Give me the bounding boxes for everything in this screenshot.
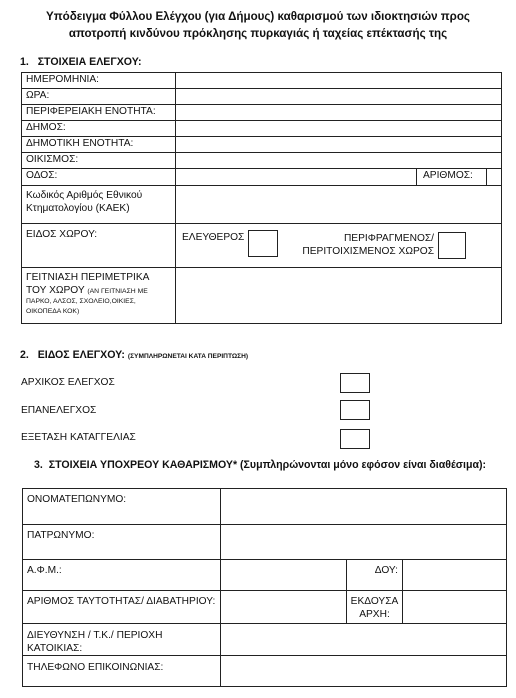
free-space-label: ΕΛΕΥΘΕΡΟΣ bbox=[182, 232, 245, 243]
section-2-note: (ΣΥΜΠΛΗΡΩΝΕΤΑΙ ΚΑΤΑ ΠΕΡΙΠΤΩΣΗ) bbox=[127, 353, 249, 360]
option-initial-check-label: ΑΡΧΙΚΟΣ ΕΛΕΓΧΟΣ bbox=[21, 377, 115, 388]
afm-label: Α.Φ.Μ.: bbox=[23, 560, 221, 591]
adjacency-label-line-1: ΓΕΙΤΝΙΑΣΗ ΠΕΡΙΜΕΤΡΙΚΑ bbox=[26, 272, 150, 283]
option-recheck-checkbox[interactable] bbox=[340, 400, 370, 420]
fenced-space-label-line-2: ΠΕΡΙΤΟΙΧΙΣΜΕΝΟΣ ΧΩΡΟΣ bbox=[302, 246, 434, 257]
inspection-details-table bbox=[21, 72, 502, 324]
fenced-space-label-line-1: ΠΕΡΙΦΡΑΓΜΕΝΟΣ/ bbox=[343, 233, 434, 244]
document-title bbox=[10, 8, 506, 42]
fenced-space-label bbox=[294, 232, 434, 258]
section-3-title: ΣΤΟΙΧΕΙΑ ΥΠΟΧΡΕΟΥ ΚΑΘΑΡΙΣΜΟΥ* (Συμπληρώνονται μόνο εφόσον είναι διαθέσιμα): bbox=[48, 459, 487, 471]
street-number-field[interactable] bbox=[487, 169, 502, 186]
adjacency-label bbox=[22, 268, 176, 324]
region-field[interactable] bbox=[176, 105, 502, 121]
municipal-unit-label: ΔΗΜΟΤΙΚΗ ΕΝΟΤΗΤΑ: bbox=[22, 137, 176, 153]
municipal-unit-field[interactable] bbox=[176, 137, 502, 153]
section-1-title: ΣΤΟΙΧΕΙΑ ΕΛΕΓΧΟΥ: bbox=[37, 56, 142, 68]
kaek-label bbox=[22, 186, 176, 224]
full-name-label: ΟΝΟΜΑΤΕΠΩΝΥΜΟ: bbox=[23, 489, 221, 525]
section-1-number: 1. bbox=[20, 56, 29, 68]
option-recheck-label: ΕΠΑΝΕΛΕΓΧΟΣ bbox=[21, 405, 97, 416]
afm-field[interactable] bbox=[221, 560, 347, 591]
section-2-title: ΕΙΔΟΣ ΕΛΕΓΧΟΥ: bbox=[37, 349, 125, 361]
doy-label: ΔΟΥ: bbox=[347, 560, 403, 591]
father-name-field[interactable] bbox=[221, 525, 507, 560]
issuing-authority-label bbox=[347, 591, 403, 624]
father-name-label: ΠΑΤΡΩΝΥΜΟ: bbox=[23, 525, 221, 560]
title-line-1: Υπόδειγμα Φύλλου Ελέγχου (για Δήμους) καθαρισμού των ιδιοκτησιών προς bbox=[46, 10, 470, 23]
municipality-label: ΔΗΜΟΣ: bbox=[22, 121, 176, 137]
time-field[interactable] bbox=[176, 89, 502, 105]
date-field[interactable] bbox=[176, 73, 502, 89]
section-2-number: 2. bbox=[20, 349, 29, 361]
address-label: ΔΙΕΥΘΥΝΣΗ / Τ.Κ./ ΠΕΡΙΟΧΗ ΚΑΤΟΙΚΙΑΣ: bbox=[23, 624, 221, 656]
region-label: ΠΕΡΙΦΕΡΕΙΑΚΗ ΕΝΟΤΗΤΑ: bbox=[22, 105, 176, 121]
section-1-heading bbox=[20, 56, 142, 68]
kaek-label-line-1: Κωδικός Αριθμός Εθνικού bbox=[26, 190, 143, 201]
space-type-label: ΕΙΔΟΣ ΧΩΡΟΥ: bbox=[22, 224, 176, 268]
issuing-authority-label-line-2: ΑΡΧΗ: bbox=[359, 609, 390, 620]
id-number-field[interactable] bbox=[221, 591, 347, 624]
section-3-number: 3. bbox=[34, 459, 43, 471]
municipality-field[interactable] bbox=[176, 121, 502, 137]
doy-field[interactable] bbox=[403, 560, 507, 591]
adjacency-field[interactable] bbox=[176, 268, 502, 324]
issuing-authority-label-line-1: ΕΚΔΟΥΣΑ bbox=[350, 596, 399, 607]
adjacency-note-2: ΠΑΡΚΟ, ΑΛΣΟΣ, ΣΧΟΛΕΙΟ,ΟΙΚΙΕΣ, bbox=[26, 298, 136, 305]
street-field[interactable] bbox=[176, 169, 417, 186]
phone-field[interactable] bbox=[221, 656, 507, 687]
address-field[interactable] bbox=[221, 624, 507, 656]
option-complaint-label: ΕΞΕΤΑΣΗ ΚΑΤΑΓΓΕΛΙΑΣ bbox=[21, 432, 136, 443]
section-2-heading bbox=[20, 349, 248, 362]
settlement-label: ΟΙΚΙΣΜΟΣ: bbox=[22, 153, 176, 169]
id-number-label: ΑΡΙΘΜΟΣ ΤΑΥΤΟΤΗΤΑΣ/ ΔΙΑΒΑΤΗΡΙΟΥ: bbox=[23, 591, 221, 624]
adjacency-note-1: (ΑΝ ΓΕΙΤΝΙΑΣΗ ΜΕ bbox=[87, 288, 148, 295]
section-3-heading bbox=[34, 459, 486, 471]
time-label: ΩΡΑ: bbox=[22, 89, 176, 105]
street-label: ΟΔΟΣ: bbox=[22, 169, 176, 186]
adjacency-note-3: ΟΙΚΟΠΕΔΑ ΚΟΚ) bbox=[26, 308, 80, 315]
kaek-label-line-2: Κτηματολογίου (ΚΑΕΚ) bbox=[26, 203, 130, 214]
adjacency-label-line-2: ΤΟΥ ΧΩΡΟΥ bbox=[26, 285, 85, 296]
issuing-authority-field[interactable] bbox=[403, 591, 507, 624]
street-number-label: ΑΡΙΘΜΟΣ: bbox=[417, 169, 487, 186]
kaek-field[interactable] bbox=[176, 186, 502, 224]
phone-label: ΤΗΛΕΦΩΝΟ ΕΠΙΚΟΙΝΩΝΙΑΣ: bbox=[23, 656, 221, 687]
free-space-checkbox[interactable] bbox=[248, 230, 278, 257]
option-complaint-checkbox[interactable] bbox=[340, 429, 370, 449]
settlement-field[interactable] bbox=[176, 153, 502, 169]
date-label: ΗΜΕΡΟΜΗΝΙΑ: bbox=[22, 73, 176, 89]
full-name-field[interactable] bbox=[221, 489, 507, 525]
option-initial-check-checkbox[interactable] bbox=[340, 373, 370, 393]
title-line-2: αποτροπή κινδύνου πρόκλησης πυρκαγιάς ή ταχείας επέκτασής της bbox=[68, 27, 448, 40]
fenced-space-checkbox[interactable] bbox=[438, 232, 466, 259]
owner-details-table bbox=[22, 488, 507, 687]
